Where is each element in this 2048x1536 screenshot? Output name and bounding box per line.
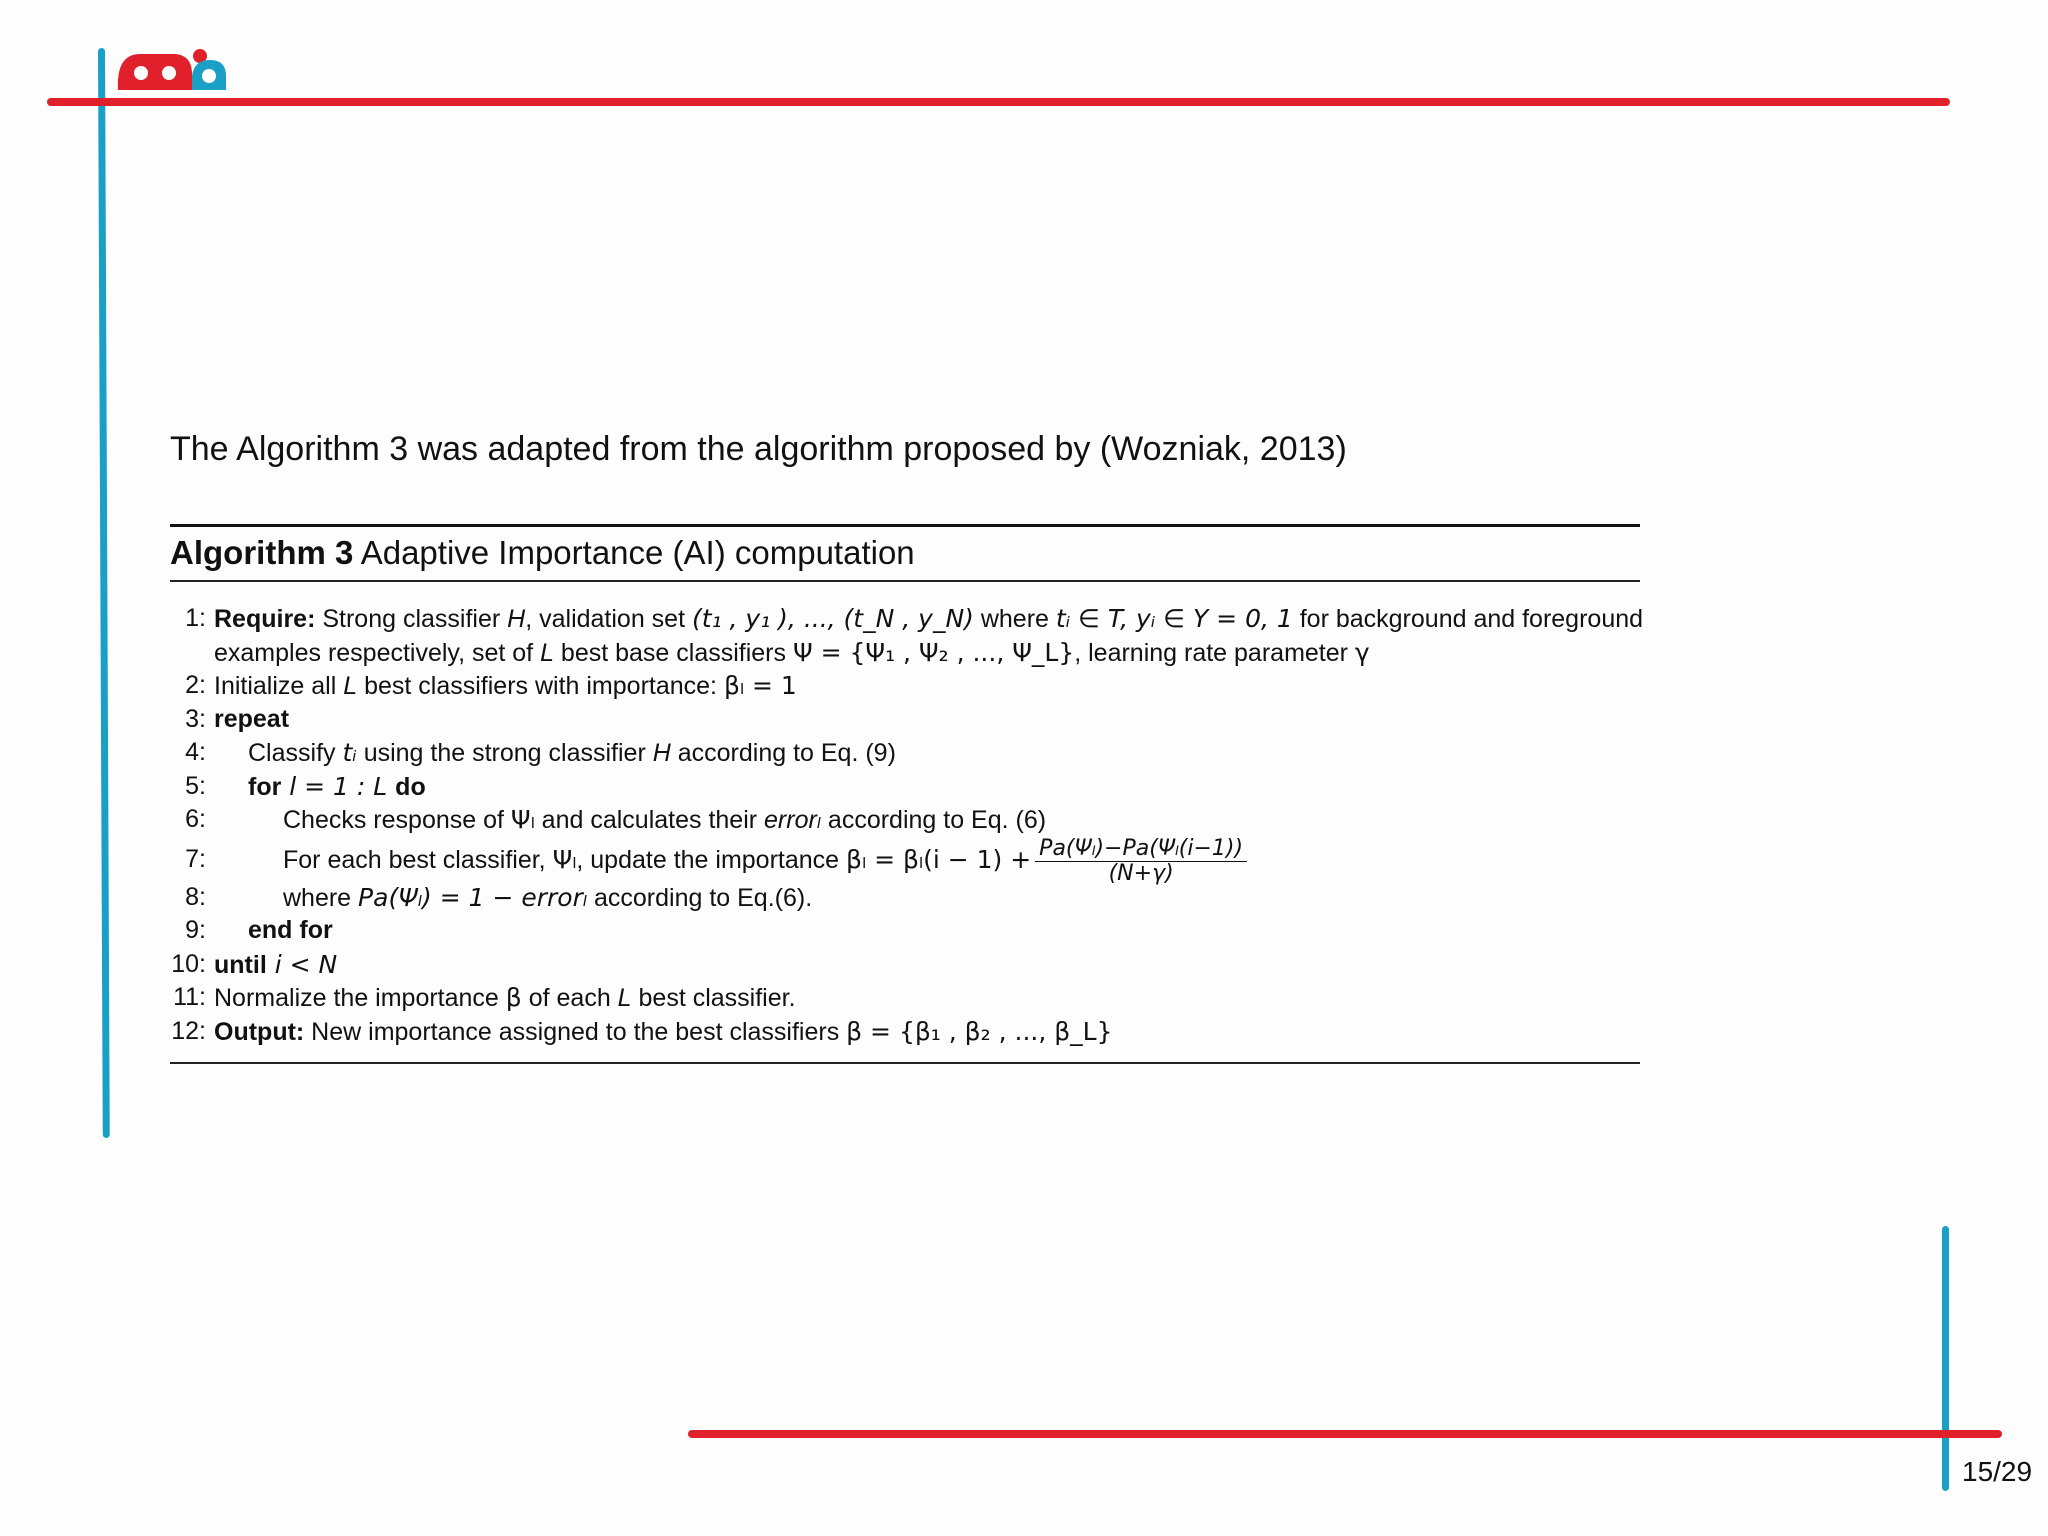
line-text	[283, 803, 1046, 838]
keyword-end-for: end for	[248, 916, 333, 944]
line-text	[214, 1015, 1113, 1050]
keyword-require: Require:	[214, 605, 316, 633]
algorithm-line-12	[170, 1015, 1640, 1049]
math-expr: i < N	[266, 949, 338, 979]
algorithm-line-2	[170, 669, 1640, 703]
algorithm-bottom-rule	[170, 1062, 1640, 1064]
text: , learning rate parameter	[1074, 638, 1355, 667]
text: best classifier.	[631, 984, 796, 1012]
line-number: 6:	[185, 805, 206, 833]
line-number: 9:	[185, 916, 206, 944]
text: where	[283, 883, 359, 912]
line-number: 8:	[185, 882, 206, 911]
math-var: H	[652, 739, 671, 767]
algorithm-line-6	[170, 803, 1640, 837]
text: New importance assigned to the best classifiers	[304, 1017, 847, 1046]
line-number: 1:	[185, 604, 206, 632]
text: Normalize the importance	[214, 984, 506, 1012]
algorithm-line-11	[170, 981, 1640, 1015]
text: for background and foreground	[1292, 605, 1644, 633]
text: and calculates their	[534, 806, 765, 834]
algorithm-line-3	[170, 703, 1640, 737]
line-text	[214, 636, 1370, 671]
math-expr: Ψ = {Ψ₁ , Ψ₂ , ..., Ψ_L}	[792, 637, 1075, 667]
line-text	[248, 736, 896, 771]
algorithm-body	[170, 582, 1644, 1062]
text: , validation set	[525, 605, 692, 633]
algorithm-line-5	[170, 770, 1640, 804]
line-number: 2:	[185, 671, 206, 699]
math-expr: Pa(Ψₗ) = 1 − errorₗ	[358, 882, 588, 912]
math-expr: l = 1 : L	[281, 771, 396, 801]
algorithm-line-10	[170, 948, 1640, 982]
line-text	[214, 981, 796, 1016]
lab-logo-icon	[114, 46, 229, 94]
math-var: H	[507, 605, 526, 633]
keyword-do: do	[395, 772, 426, 801]
algorithm-label: Algorithm 3	[170, 534, 354, 571]
text: of each	[521, 984, 618, 1012]
math-var: Ψₗ	[552, 844, 577, 874]
page-number: 15/29	[1962, 1456, 2033, 1487]
line-text	[214, 669, 797, 704]
fraction-denominator: (N+γ)	[1108, 860, 1174, 886]
update-fraction	[1035, 837, 1247, 886]
math-var: tᵢ	[342, 738, 357, 767]
text: Checks response of	[283, 806, 511, 834]
top-accent-line	[47, 98, 1950, 106]
right-accent-line	[1942, 1226, 1949, 1491]
math-var: L	[617, 984, 632, 1012]
intro-text: The Algorithm 3 was adapted from the algorithm proposed by (Wozniak, 2013)	[170, 430, 1347, 468]
line-number: 5:	[185, 771, 206, 800]
text: according to Eq. (6)	[820, 806, 1047, 834]
line-text	[214, 602, 1643, 637]
algorithm-line-8	[170, 881, 1640, 915]
algorithm-title: Adaptive Importance (AI) computation	[360, 534, 915, 571]
line-number: 11:	[173, 983, 206, 1011]
math-var: γ	[1354, 637, 1370, 667]
fraction-numerator: Pa(Ψₗ)−Pa(Ψₗ(i−1))	[1035, 837, 1247, 862]
line-number: 3:	[185, 704, 206, 733]
text: Strong classifier	[315, 605, 508, 633]
math-expr: βₗ = 1	[723, 671, 797, 700]
keyword-for: for	[248, 772, 282, 801]
math-expr: β = {β₁ , β₂ , ..., β_L}	[846, 1016, 1113, 1046]
text: best base classifiers	[553, 638, 793, 667]
text: Initialize all	[214, 672, 344, 700]
left-accent-line	[98, 48, 110, 1138]
math-var: L	[343, 672, 358, 700]
algorithm-line-4	[170, 736, 1640, 770]
text: according to Eq. (9)	[670, 739, 896, 767]
line-number: 10:	[171, 949, 206, 978]
algorithm-line-1	[170, 602, 1644, 636]
text: examples respectively, set of	[214, 638, 541, 667]
line-text	[283, 881, 812, 916]
bottom-accent-line	[688, 1430, 2002, 1438]
line-text	[214, 948, 337, 983]
text: Classify	[248, 739, 343, 767]
text: , update the importance	[576, 845, 847, 874]
algorithm-box	[170, 524, 1644, 1064]
line-number: 4:	[185, 738, 206, 766]
algorithm-line-9	[170, 914, 1640, 948]
line-text	[283, 837, 1247, 886]
algorithm-caption	[170, 527, 1640, 580]
math-var: errorₗ	[764, 806, 821, 834]
line-text	[248, 770, 426, 805]
text: For each best classifier,	[283, 845, 553, 874]
algorithm-line-1-cont	[170, 636, 1640, 670]
text: using the strong classifier	[356, 739, 653, 767]
math-expr: tᵢ ∈ T, yᵢ ∈ Y = 0, 1	[1055, 604, 1293, 633]
keyword-output: Output:	[214, 1017, 305, 1046]
text: best classifiers with importance:	[357, 672, 724, 700]
text: according to Eq.(6).	[587, 883, 813, 912]
math-var: L	[540, 638, 554, 667]
text: where	[973, 605, 1056, 633]
keyword-repeat: repeat	[214, 704, 290, 733]
line-number: 12:	[171, 1016, 206, 1045]
algorithm-line-7	[170, 835, 1640, 886]
keyword-until: until	[214, 950, 267, 979]
math-var: β	[505, 983, 522, 1012]
math-var: Ψₗ	[510, 805, 535, 834]
math-expr: (t₁ , y₁ ), ..., (t_N , y_N)	[691, 604, 974, 633]
line-number: 7:	[185, 844, 206, 873]
math-expr: βₗ = βₗ(i − 1) +	[846, 844, 1032, 874]
